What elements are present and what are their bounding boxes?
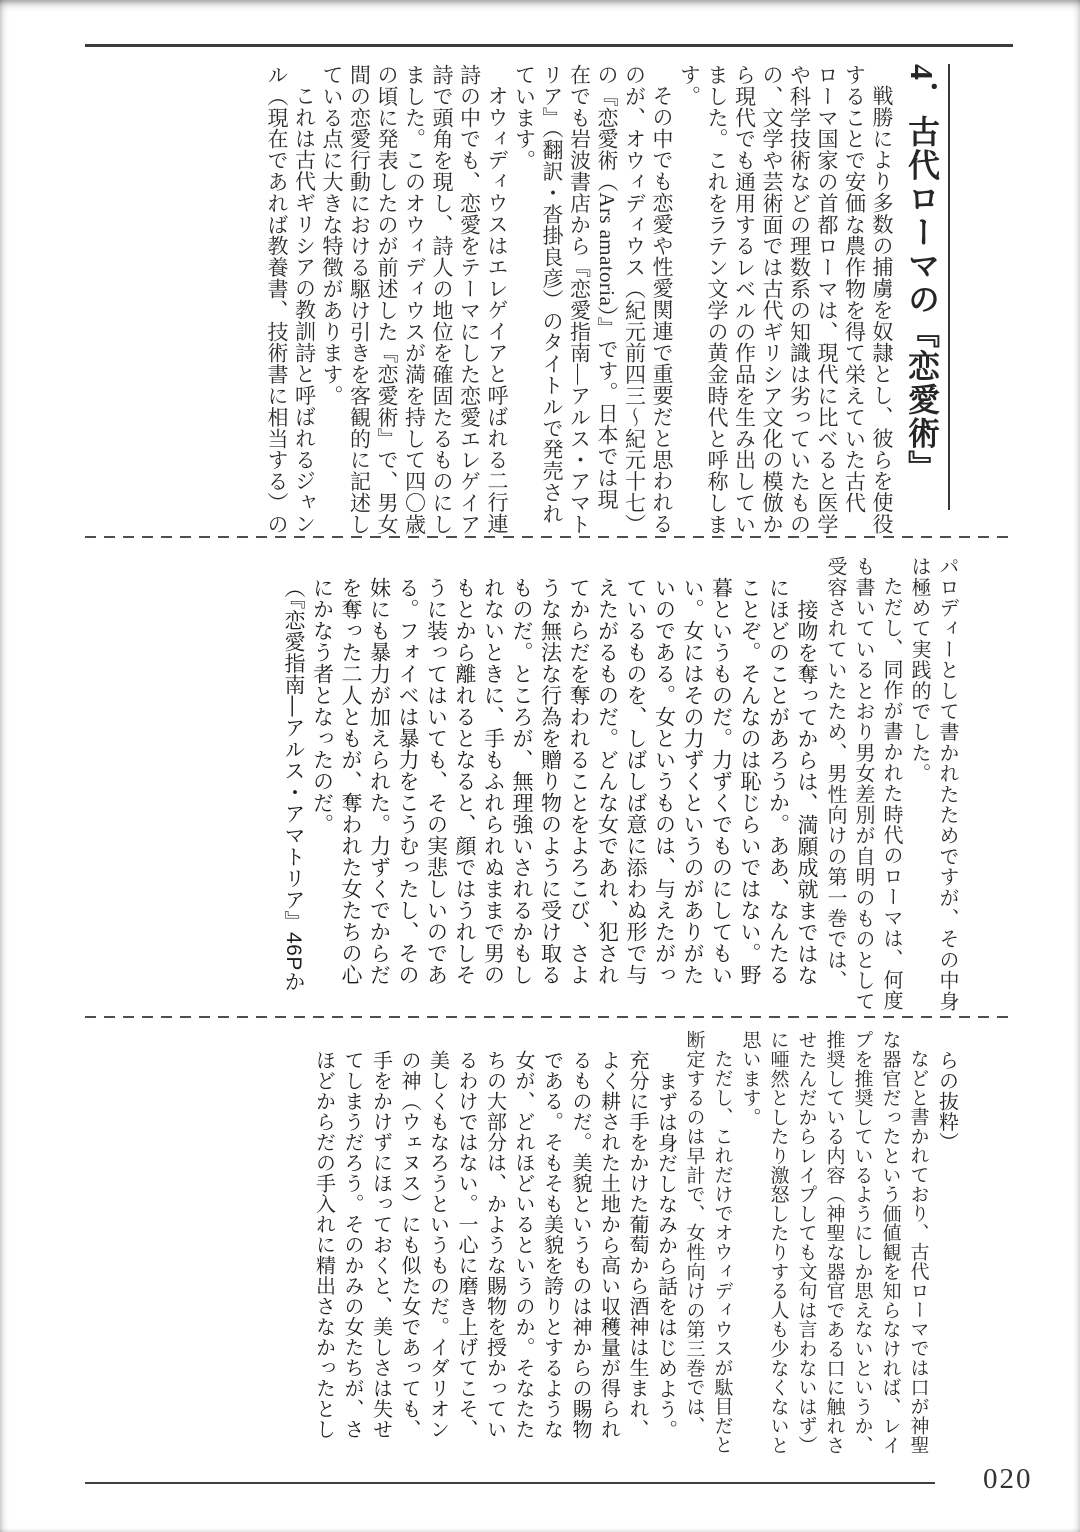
text-column: プを推奨しているようにしか思えないというか、 — [851, 1030, 873, 1455]
text-column: の、文学や芸術面では古代ギリシア文化の模倣か — [760, 64, 784, 535]
text-column: リア』（翻訳・沓掛良彦）のタイトルで発売され — [540, 64, 564, 525]
text-column: することで安価な農作物を得て栄えていた古代 — [842, 64, 867, 514]
text-column: 推奨している内容（神聖な器官である口に触れさ — [823, 1030, 845, 1455]
top-rule — [85, 44, 1013, 47]
quote-column: い。女にはその力ずくというのがありがた — [681, 577, 704, 986]
quote-column: である。そもそも美貌を誇りとするような — [540, 1050, 563, 1440]
chapter-heading: 4．古代ローマの『恋愛術』 — [906, 64, 950, 510]
text-column: に唖然としたり激怒したりする人も少なくないと — [767, 1030, 789, 1455]
quote-column: ことぞ。そんなのは恥じらいではない。野 — [738, 577, 761, 986]
text-column: せたんだからレイプしても文句は言わないはず） — [795, 1030, 817, 1455]
bottom-rule — [85, 1482, 935, 1484]
text-column: 断定するのは早計で、女性向けの第三巻では、 — [683, 1030, 705, 1436]
quote-column: まずは身だしなみから話をはじめよう。 — [654, 1071, 677, 1440]
text-column: す。 — [677, 64, 702, 107]
quote-attribution-column: らの抜粋） — [935, 1050, 958, 1153]
quote-column: てからだを奪われることをよろこび、さよ — [567, 577, 590, 986]
quote-attribution-column: （『恋愛指南―アルス・アマトリア』46Pか — [282, 577, 305, 993]
quote-column: もとから離れるとなると、顔ではうれしそ — [453, 577, 476, 986]
text-column: などと書かれており、古代ローマでは口が神聖 — [907, 1049, 929, 1455]
text-column: ています。 — [512, 64, 537, 171]
quote-column: えたがるものだ。どんな女であれ、犯され — [595, 577, 619, 986]
quote-column: にほどのことがあろうか。ああ、なんたる — [766, 577, 790, 986]
quote-column: るわけではない。一心に磨き上げてこそ、 — [455, 1050, 477, 1440]
quote-column: 妹にも暴力が加えられた。力ずくでからだ — [367, 577, 391, 986]
text-column: パロディーとして書かれたためですが、その中身 — [936, 556, 958, 1012]
quote-column: ちの大部分は、かような賜物を授かってい — [483, 1050, 506, 1440]
quote-column: れないときに、手もふれられぬままで男の — [481, 577, 505, 986]
text-column: 在でも岩波書店から『恋愛指南―アルス・アマト — [567, 64, 592, 535]
text-column: オウィディウスはエレゲイアと呼ばれる二行連 — [485, 85, 509, 535]
quote-column: いのである。女というものは、与えたがっ — [652, 577, 676, 986]
quote-column: 手をかけずにほっておくと、美しさは失せ — [369, 1050, 392, 1440]
text-column: ました。これをラテン文学の黄金時代と呼称しま — [705, 64, 729, 535]
quote-column: うな無法な行為を贈り物のように受け取る — [538, 577, 562, 986]
text-column: ローマ国家の首都ローマは、現代に比べると医学 — [815, 64, 839, 535]
text-column: ました。このオウィディウスが満を持して四〇歳 — [402, 64, 427, 535]
quote-column: うに装ってはいても、その実悲しいのであ — [424, 577, 448, 986]
text-column: 受容されていたため、男性向けの第一巻では、 — [824, 556, 846, 991]
quote-column: 美しくもなろうというものだ。イダリオン — [426, 1050, 449, 1440]
text-column: や科学技術などの理数系の知識は劣っていたもの — [787, 64, 812, 535]
text-column: 詩の中でも、恋愛をテーマにした恋愛エレゲイア — [457, 64, 482, 535]
text-column: これは古代ギリシアの教訓詩と呼ばれるジャン — [292, 85, 317, 535]
quote-column: る。フォイベは暴力をこうむったし、その — [396, 577, 419, 986]
quote-column: にかなう者となったのだ。 — [310, 577, 334, 835]
text-column: は極めて実践的でした。 — [908, 556, 930, 784]
text-column: のが、オウィディウス（紀元前四三〜紀元十七） — [622, 64, 647, 535]
quote-column: ほどからだの手入れに精出さなかったとし — [312, 1050, 335, 1440]
section-middle — [95, 556, 965, 1012]
dashed-section-divider — [85, 536, 1013, 538]
section-bottom — [105, 1030, 965, 1454]
text-column: 間の恋愛行動における駆け引きを客観的に記述し — [347, 64, 372, 535]
quote-column: 接吻を奪ってからは、満願成就まではな — [795, 599, 818, 986]
quote-column: てしまうだろう。そのかみの女たちが、さ — [341, 1050, 363, 1440]
page-number: 020 — [983, 1463, 1033, 1495]
text-column: 詩で頭角を現し、詩人の地位を確固たるものにし — [430, 64, 454, 535]
quote-column: 女が、どれほどいるというのか。そなたた — [512, 1050, 534, 1440]
text-column: ている点に大きな特徴があります。 — [320, 64, 344, 407]
text-column: 思います。 — [739, 1030, 761, 1127]
quote-column: ているものを、しばしば意に添わぬ形で与 — [624, 577, 647, 986]
dashed-section-divider — [85, 1016, 1013, 1018]
quote-column: の神（ウェヌス）にも似た女であっても、 — [398, 1050, 420, 1440]
text-column: その中でも恋愛や性愛関連で重要だと思われる — [650, 85, 674, 535]
text-column: ら現代でも通用するレベルの作品を生み出してい — [732, 64, 757, 535]
section-top — [102, 64, 952, 534]
text-column: ただし、同作が書かれた時代のローマは、何度 — [880, 576, 902, 1011]
quote-column: るものだ。美貌というものは神からの賜物 — [569, 1050, 591, 1440]
text-column: 戦勝により多数の捕虜を奴隷とし、彼らを使役 — [870, 85, 894, 535]
quote-column: 暮というものだ。力ずくでものにしてもい — [709, 577, 733, 986]
text-column: ル（現在であれば教養書、技術書に相当する）の — [265, 64, 289, 535]
quote-column: を奪った二人ともが、奪われた女たちの心 — [339, 577, 362, 986]
text-column: も書いているとおり男女差別が自明のものとして — [852, 556, 874, 1012]
quote-column: よく耕された土地から高い収穫量が得られ — [597, 1050, 620, 1440]
text-column: の『恋愛術（Ars amatoria）』です。日本では現 — [595, 64, 619, 510]
text-column: の頃に発表したのが前述した『恋愛術』で、男女 — [375, 64, 399, 535]
quote-column: 充分に手をかけた葡萄から酒神は生まれ、 — [626, 1050, 648, 1440]
text-column: な器官だったという価値観を知らなければ、レイ — [879, 1030, 901, 1455]
quote-column: ものだ。ところが、無理強いされるかもし — [510, 577, 533, 986]
text-column: ただし、これだけでオウィディウスが駄目だと — [711, 1049, 733, 1455]
